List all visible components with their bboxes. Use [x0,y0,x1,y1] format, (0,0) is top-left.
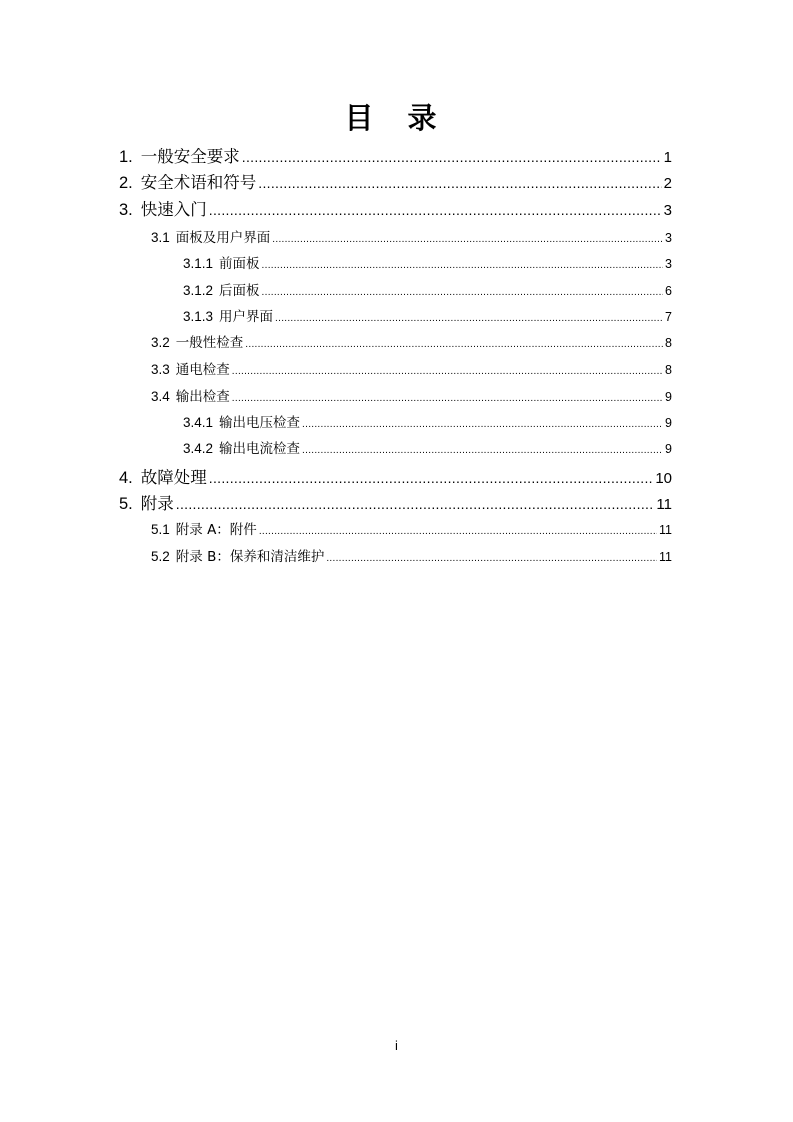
document-title: 目 录 [344,101,449,135]
toc-entry-label: 附录 B：保养和清洁维护 [175,549,325,565]
toc-entry-label: 故障处理 [140,468,207,487]
toc-entry-label: 前面板 [219,256,260,272]
toc-entry[interactable] [151,545,672,571]
toc-entry-label: 后面板 [219,283,260,299]
toc-entry-number: 3.2 [151,335,170,350]
toc-entry[interactable] [151,331,672,357]
toc-dot-leader [258,175,661,191]
toc-dot-leader [242,149,662,165]
toc-dot-leader [209,470,654,486]
toc-entry[interactable] [151,226,672,252]
toc-entry-page: 8 [665,336,672,350]
toc-entry-number: 3.1.2 [183,283,214,298]
toc-entry-number: 5.1 [151,522,170,537]
toc-dot-leader [176,496,655,512]
toc-entry-number: 3.3 [151,362,170,377]
toc-entry-number: 4. [119,469,133,487]
toc-dot-leader [262,260,664,271]
toc-entry-page: 8 [665,363,672,377]
toc-entry-label: 附录 [140,494,174,513]
toc-entry-number: 3.1 [151,230,170,245]
toc-entry-label: 面板及用户界面 [175,230,271,246]
toc-entry-page: 9 [665,390,672,404]
toc-entry[interactable] [183,252,672,278]
toc-entry-page: 9 [665,416,672,430]
toc-dot-leader [259,526,657,537]
toc-dot-leader [232,393,663,404]
toc-entry-page: 6 [665,284,672,298]
toc-entry[interactable] [119,490,672,516]
toc-entry-label: 一般安全要求 [140,147,240,166]
toc-entry-page: 7 [665,310,672,324]
toc-entry-page: 3 [663,202,672,219]
toc-entry-number: 2. [119,174,133,192]
toc-entry-page: 9 [665,442,672,456]
toc-entry[interactable] [151,518,672,544]
toc-entry-label: 附录 A：附件 [175,522,257,538]
toc-entry-label: 安全术语和符号 [140,173,257,192]
toc-entry[interactable] [119,464,672,490]
toc-entry[interactable] [151,358,672,384]
toc-entry-page: 2 [663,175,672,192]
toc-entry-number: 3.4.2 [183,441,214,456]
toc-entry-page: 11 [659,523,672,537]
toc-entry-label: 输出检查 [175,389,230,405]
toc-dot-leader [326,553,657,564]
toc-dot-leader [302,419,663,430]
toc-entry-number: 1. [119,148,133,166]
toc-entry[interactable] [119,196,672,222]
toc-entry-number: 3.1.1 [183,256,214,271]
toc-dot-leader [209,202,662,218]
toc-entry-page: 3 [665,257,672,271]
toc-dot-leader [262,287,664,298]
toc-entry-label: 输出电压检查 [219,415,301,431]
toc-entry[interactable] [183,411,672,437]
toc-entry-number: 5.2 [151,549,170,564]
toc-dot-leader [272,234,663,245]
toc-entry-number: 5. [119,495,133,513]
toc-entry-label: 一般性检查 [175,335,244,351]
toc-dot-leader [245,339,663,350]
footer-page-number: i [395,1038,398,1053]
toc-entry-number: 3.1.3 [183,309,214,324]
toc-entry-page: 1 [663,149,672,166]
toc-entry-label: 用户界面 [219,309,274,325]
toc-entry-number: 3. [119,201,133,219]
toc-entry-label: 通电检查 [175,362,230,378]
toc-dot-leader [302,445,663,456]
toc-entry-page: 3 [665,231,672,245]
toc-dot-leader [275,313,663,324]
toc-entry-page: 11 [659,550,672,564]
toc-entry[interactable] [183,305,672,331]
toc-entry[interactable] [119,143,672,169]
toc-entry[interactable] [119,169,672,195]
toc-entry-label: 快速入门 [140,200,207,219]
toc-dot-leader [232,366,663,377]
toc-entry[interactable] [183,437,672,463]
toc-entry-page: 10 [655,470,672,487]
toc-entry-label: 输出电流检查 [219,441,301,457]
toc-entry-number: 3.4.1 [183,415,214,430]
toc-entry-number: 3.4 [151,389,170,404]
toc-entry[interactable] [151,385,672,411]
toc-entry[interactable] [183,279,672,305]
toc-entry-page: 11 [656,496,672,513]
